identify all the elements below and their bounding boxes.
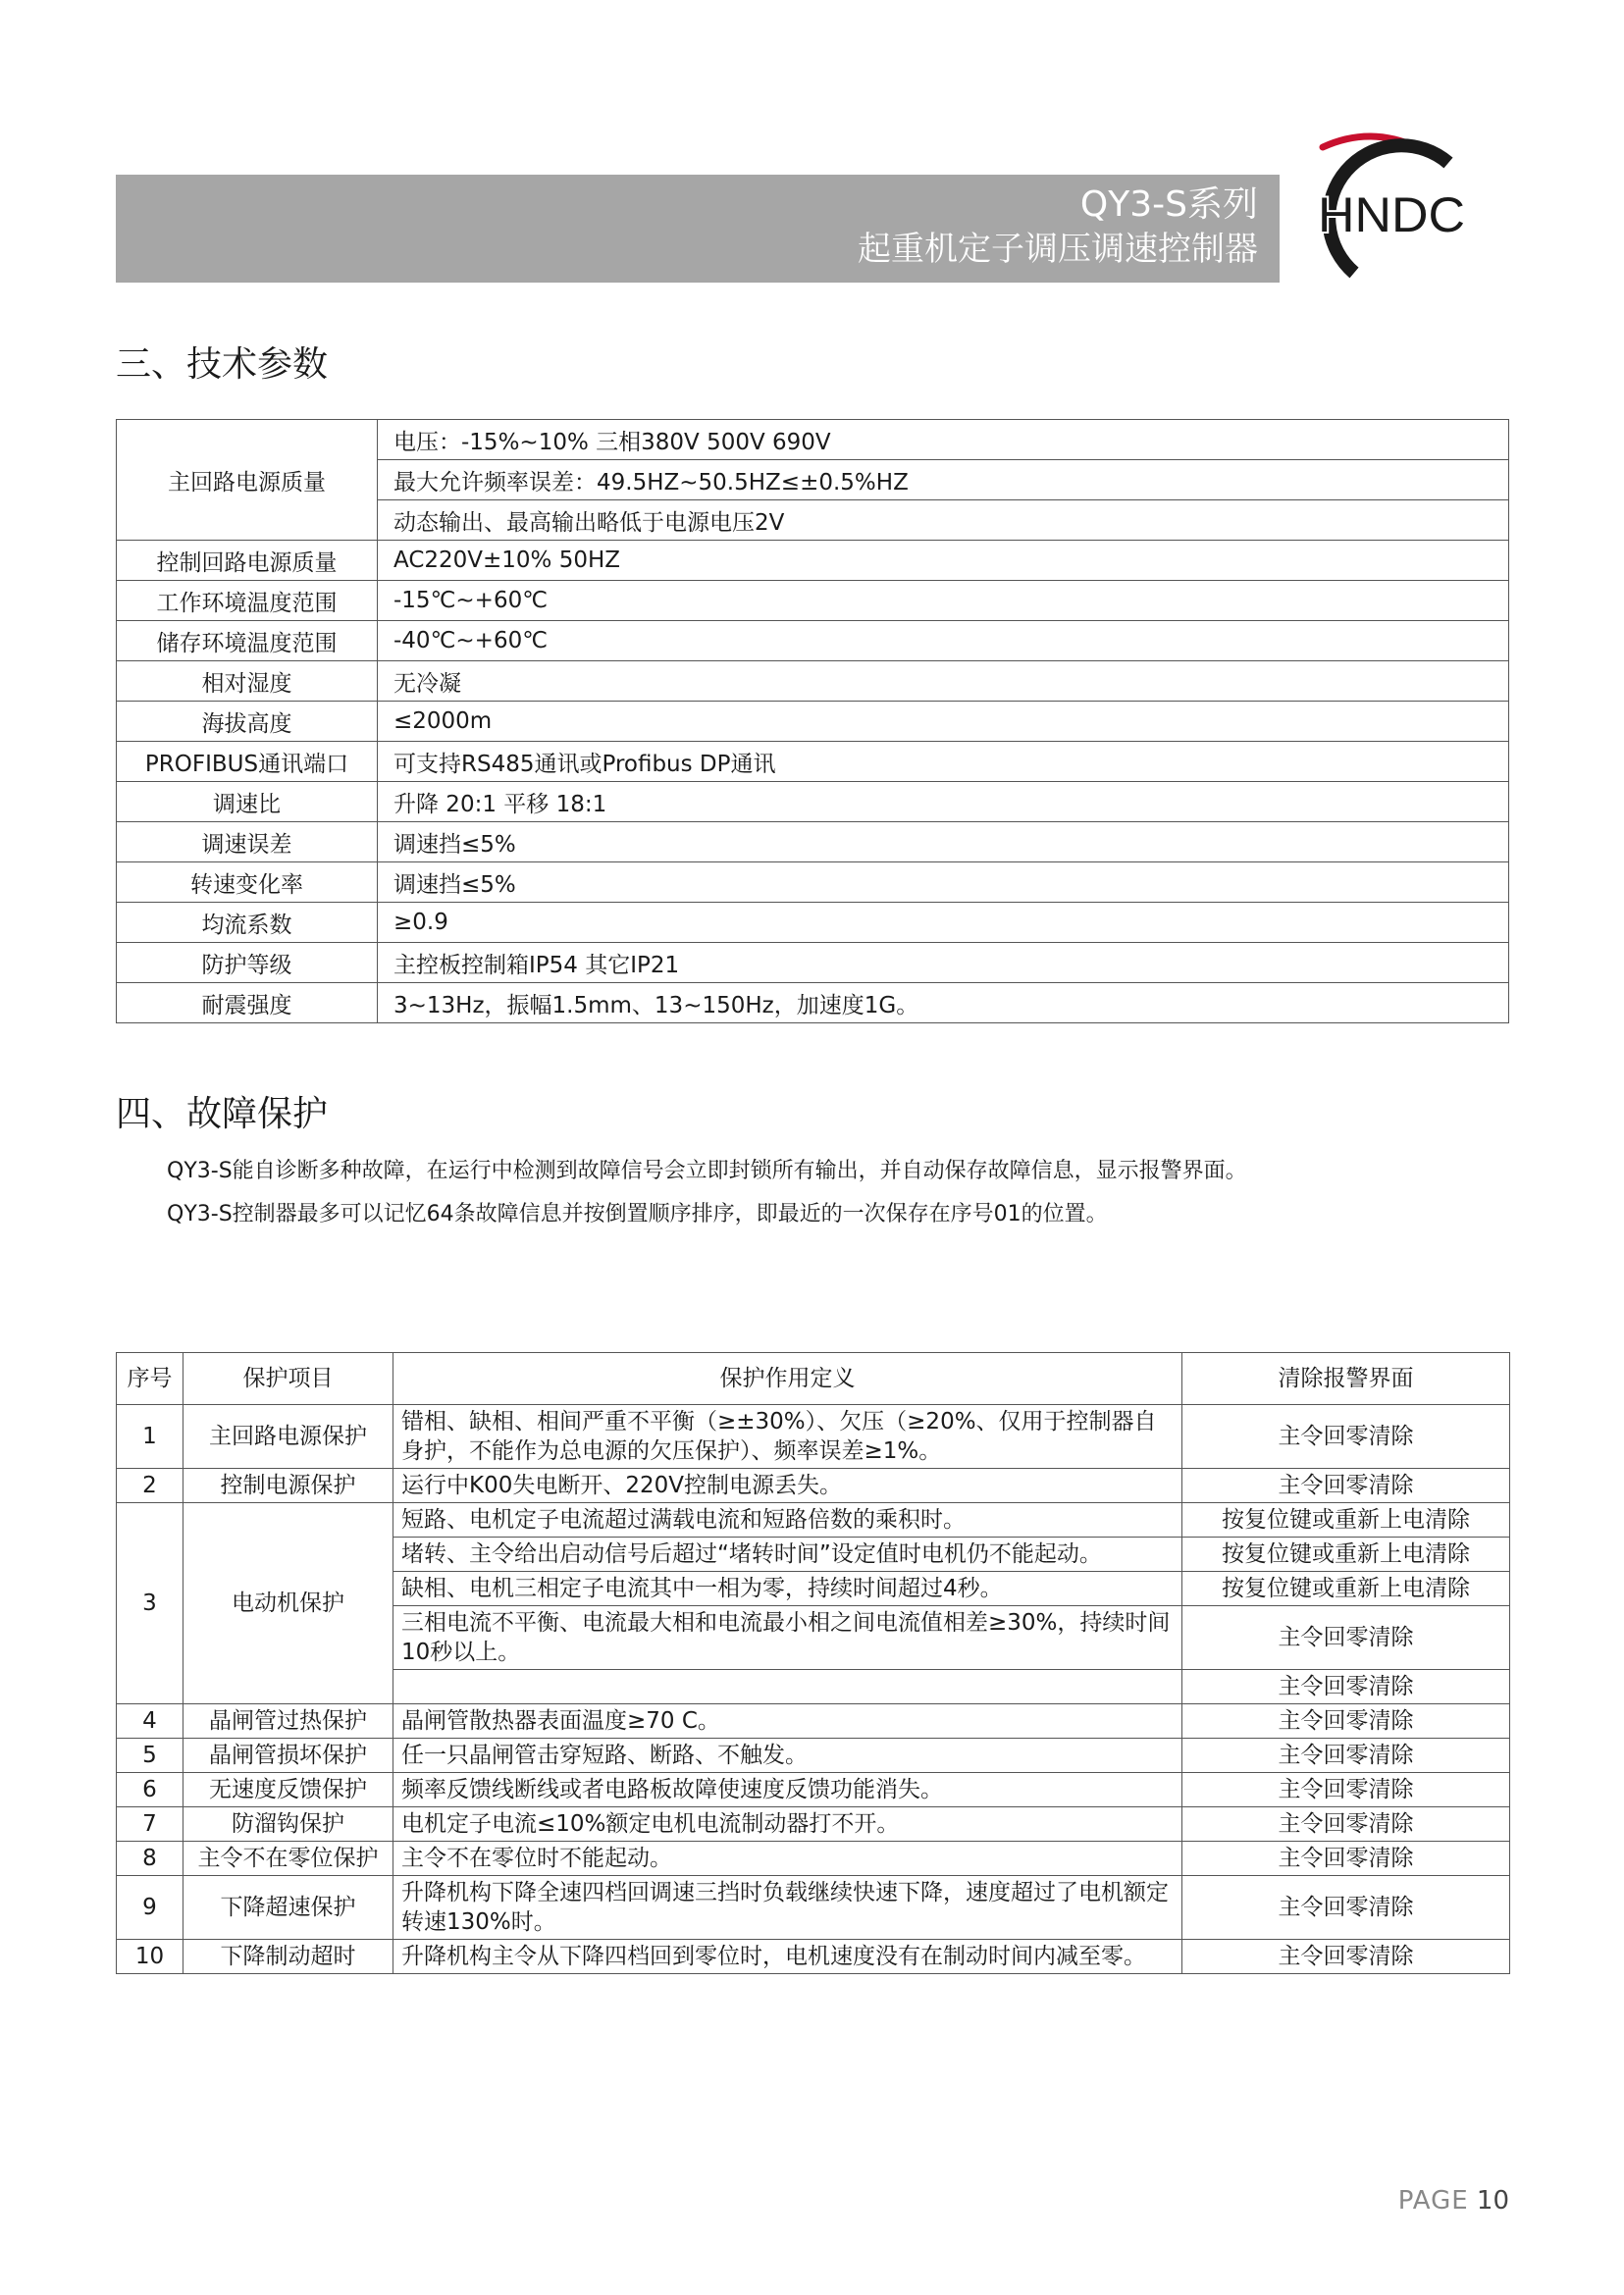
header-bar (116, 175, 1280, 283)
table-row (117, 1704, 1510, 1739)
param-name: 主回路电源质量 (117, 420, 378, 541)
param-name: 调速比 (117, 782, 378, 822)
fault-number: 2 (117, 1469, 183, 1503)
document-subtitle: 起重机定子调压调速控制器 (858, 230, 1258, 269)
clear-method: 按复位键或重新上电清除 (1182, 1572, 1510, 1606)
param-value: 无冷凝 (378, 661, 1509, 702)
clear-method: 主令回零清除 (1182, 1773, 1510, 1807)
protection-definition: 任一只晶闸管击穿短路、断路、不触发。 (393, 1739, 1182, 1773)
param-name: 海拔高度 (117, 702, 378, 742)
protection-definition: 短路、电机定子电流超过满载电流和短路倍数的乘积时。 (393, 1503, 1182, 1538)
protection-item: 下降制动超时 (183, 1940, 393, 1974)
table-row (117, 1876, 1510, 1940)
param-value: 可支持RS485通讯或Profibus DP通讯 (378, 742, 1509, 782)
param-value: -15℃~+60℃ (378, 581, 1509, 621)
header-cell-number: 序号 (117, 1353, 183, 1405)
clear-method: 主令回零清除 (1182, 1940, 1510, 1974)
param-value: 3~13Hz，振幅1.5mm、13~150Hz，加速度1G。 (378, 983, 1509, 1023)
clear-method: 主令回零清除 (1182, 1842, 1510, 1876)
table-row (117, 1842, 1510, 1876)
param-name: 防护等级 (117, 943, 378, 983)
header-cell-item: 保护项目 (183, 1353, 393, 1405)
document-series-title: QY3-S系列 (1079, 184, 1258, 225)
param-value: ≤2000m (378, 702, 1509, 742)
protection-item: 晶闸管过热保护 (183, 1704, 393, 1739)
protection-definition: 错相、缺相、相间严重不平衡（≥±30%）、欠压（≥20%、仅用于控制器自身护，不能作为总电源的欠压保护）、频率误差≥1%。 (393, 1405, 1182, 1469)
param-value: 动态输出、最高输出略低于电源电压2V (378, 500, 1509, 541)
fault-number: 9 (117, 1876, 183, 1940)
fault-number: 7 (117, 1807, 183, 1842)
protection-item: 主回路电源保护 (183, 1405, 393, 1469)
protection-definition: 三相电流不平衡、电流最大相和电流最小相之间电流值相差≥30%，持续时间10秒以上。 (393, 1606, 1182, 1670)
param-value: 最大允许频率误差：49.5HZ~50.5HZ≤±0.5%HZ (378, 460, 1509, 500)
table-row (117, 782, 1509, 822)
table-row (117, 1807, 1510, 1842)
intro-paragraph: QY3-S控制器最多可以记忆64条故障信息并按倒置顺序排序，即最近的一次保存在序号01的位置。 (167, 1202, 1108, 1226)
logo-text: HNDC (1318, 187, 1465, 242)
param-name: 转速变化率 (117, 862, 378, 903)
clear-method: 主令回零清除 (1182, 1606, 1510, 1670)
fault-number: 8 (117, 1842, 183, 1876)
hndc-logo (1301, 126, 1478, 302)
protection-definition: 主令不在零位时不能起动。 (393, 1842, 1182, 1876)
protection-item: 电动机保护 (183, 1503, 393, 1704)
protection-definition: 电机定子电流≤10%额定电机电流制动器打不开。 (393, 1807, 1182, 1842)
table-row (117, 1503, 1510, 1538)
table-row (117, 621, 1509, 661)
table-row (117, 1773, 1510, 1807)
clear-method: 主令回零清除 (1182, 1739, 1510, 1773)
page-label: PAGE (1397, 2186, 1469, 2216)
param-value: ≥0.9 (378, 903, 1509, 943)
table-row (117, 943, 1509, 983)
protection-definition: 运行中K00失电断开、220V控制电源丢失。 (393, 1469, 1182, 1503)
clear-method: 按复位键或重新上电清除 (1182, 1503, 1510, 1538)
param-name: 储存环境温度范围 (117, 621, 378, 661)
fault-number: 10 (117, 1940, 183, 1974)
fault-number: 6 (117, 1773, 183, 1807)
protection-definition: 缺相、电机三相定子电流其中一相为零，持续时间超过4秒。 (393, 1572, 1182, 1606)
intro-paragraph: QY3-S能自诊断多种故障，在运行中检测到故障信号会立即封锁所有输出，并自动保存故障信息，显示报警界面。 (167, 1159, 1247, 1183)
param-name: PROFIBUS通讯端口 (117, 742, 378, 782)
clear-method: 主令回零清除 (1182, 1876, 1510, 1940)
table-row (117, 581, 1509, 621)
param-value: 调速挡≤5% (378, 822, 1509, 862)
table-header-row (117, 1353, 1510, 1405)
param-name: 耐震强度 (117, 983, 378, 1023)
clear-method: 主令回零清除 (1182, 1704, 1510, 1739)
clear-method: 主令回零清除 (1182, 1670, 1510, 1704)
protection-definition: 堵转、主令给出启动信号后超过“堵转时间”设定值时电机仍不能起动。 (393, 1538, 1182, 1572)
table-row (117, 1469, 1510, 1503)
protection-definition (393, 1670, 1182, 1704)
fault-number: 3 (117, 1503, 183, 1704)
fault-protection-table (116, 1352, 1510, 1974)
param-name: 相对湿度 (117, 661, 378, 702)
protection-item: 晶闸管损坏保护 (183, 1739, 393, 1773)
table-row (117, 822, 1509, 862)
clear-method: 主令回零清除 (1182, 1807, 1510, 1842)
clear-method: 按复位键或重新上电清除 (1182, 1538, 1510, 1572)
table-row (117, 420, 1509, 460)
fault-number: 5 (117, 1739, 183, 1773)
param-value: 电压：-15%~10% 三相380V 500V 690V (378, 420, 1509, 460)
table-row (117, 661, 1509, 702)
param-value: 调速挡≤5% (378, 862, 1509, 903)
param-value: 主控板控制箱IP54 其它IP21 (378, 943, 1509, 983)
header-cell-clear: 清除报警界面 (1182, 1353, 1510, 1405)
protection-item: 下降超速保护 (183, 1876, 393, 1940)
page-number-value: 10 (1476, 2186, 1509, 2216)
table-row (117, 862, 1509, 903)
table-row (117, 742, 1509, 782)
param-name: 工作环境温度范围 (117, 581, 378, 621)
table-row (117, 702, 1509, 742)
protection-item: 主令不在零位保护 (183, 1842, 393, 1876)
page-number (1398, 2186, 1509, 2216)
param-name: 均流系数 (117, 903, 378, 943)
protection-item: 控制电源保护 (183, 1469, 393, 1503)
table-row (117, 903, 1509, 943)
param-value: -40℃~+60℃ (378, 621, 1509, 661)
param-value: 升降 20:1 平移 18:1 (378, 782, 1509, 822)
clear-method: 主令回零清除 (1182, 1405, 1510, 1469)
table-row (117, 541, 1509, 581)
protection-definition: 晶闸管散热器表面温度≥70 C。 (393, 1704, 1182, 1739)
param-name: 调速误差 (117, 822, 378, 862)
header-cell-definition: 保护作用定义 (393, 1353, 1182, 1405)
section-title-tech-params: 三、技术参数 (116, 344, 329, 385)
param-value: AC220V±10% 50HZ (378, 541, 1509, 581)
protection-item: 无速度反馈保护 (183, 1773, 393, 1807)
param-name: 控制回路电源质量 (117, 541, 378, 581)
protection-definition: 升降机构下降全速四档回调速三挡时负载继续快速下降，速度超过了电机额定 转速130%时。 (393, 1876, 1182, 1940)
table-row (117, 1940, 1510, 1974)
protection-definition: 频率反馈线断线或者电路板故障使速度反馈功能消失。 (393, 1773, 1182, 1807)
table-row (117, 1739, 1510, 1773)
protection-item: 防溜钩保护 (183, 1807, 393, 1842)
fault-number: 1 (117, 1405, 183, 1469)
protection-definition: 升降机构主令从下降四档回到零位时，电机速度没有在制动时间内减至零。 (393, 1940, 1182, 1974)
tech-params-table (116, 419, 1509, 1023)
table-row (117, 983, 1509, 1023)
clear-method: 主令回零清除 (1182, 1469, 1510, 1503)
fault-number: 4 (117, 1704, 183, 1739)
section-title-fault-protection: 四、故障保护 (116, 1094, 329, 1134)
table-row (117, 1405, 1510, 1469)
